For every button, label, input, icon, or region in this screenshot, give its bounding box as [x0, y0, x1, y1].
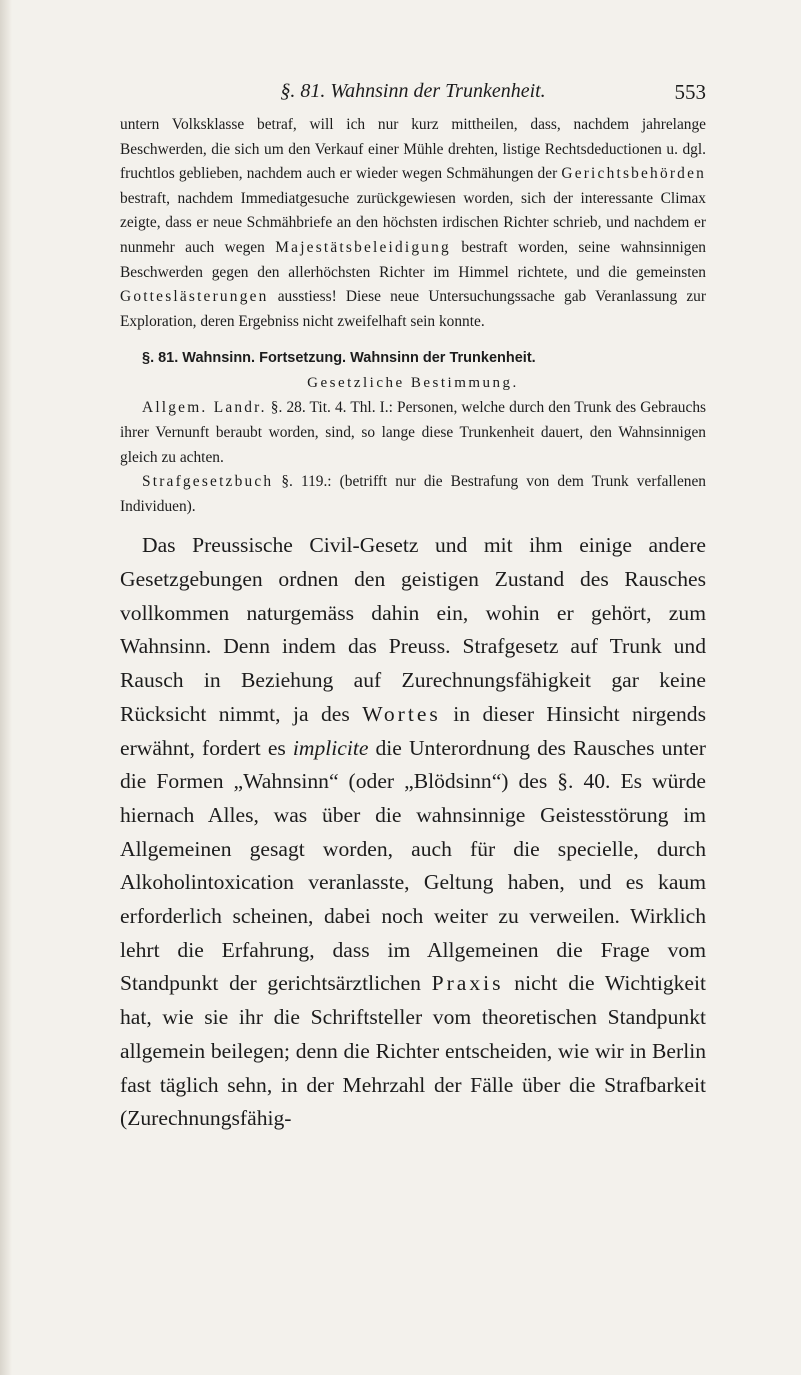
text-run: Das Preussische Civil-Gesetz und mit ihm einige andere Gesetzgebungen ordnen den geistigen Zustand des Rausches vollkommen naturgemäss dahin ein, wohin er gehört, zum Wahnsinn. Denn indem das Preuss. Strafgesetz auf Trunk und Rausch in Beziehung auf Zurechnungsfähigkeit gar keine Rücksicht nimmt, ja des: [120, 533, 706, 726]
law-citation-landrecht: [120, 396, 706, 470]
section-heading: §. 81. Wahnsinn. Fortsetzung. Wahnsinn der Trunkenheit.: [142, 350, 536, 367]
law-citations: [120, 396, 706, 519]
paragraph-continued: [120, 113, 706, 334]
text-run: bestraft, nachdem Immediatgesuche zurückgewiesen worden, sich der interessante Climax zeigte, dass er neue Schmähbriefe an den höchsten irdischen Richter schrieb, und nachdem er nunmehr auch wegen: [120, 189, 706, 256]
spaced-text-run: Majestätsbeleidigung: [275, 238, 451, 256]
page-number: 553: [674, 80, 706, 104]
spaced-text-run: Gerichtsbehörden: [561, 165, 706, 183]
spaced-text-run: Strafgesetzbuch: [142, 473, 274, 491]
running-head-title: §. 81. Wahnsinn der Trunkenheit.: [280, 80, 546, 102]
text-run: in dieser Hinsicht nirgends erwähnt, fordert es: [120, 701, 706, 760]
subheading: Gesetzliche Bestimmung.: [307, 375, 519, 392]
text-run: §. 28. Tit. 4. Thl. I.: Personen, welche durch den Trunk des Gebrauchs ihrer Vernunft beraubt worden, sind, so lange diese Trunkenheit dauert, den Wahnsinnigen gleich zu achten.: [120, 399, 707, 466]
text-run: ausstiess! Diese neue Untersuchungssache gab Veranlassung zur Exploration, deren Ergebniss nicht zweifelhaft sein konnte.: [120, 288, 706, 330]
running-head: [120, 80, 706, 110]
spaced-text-run: Gotteslästerungen: [120, 288, 269, 306]
text-run: nicht die Wichtigkeit hat, wie sie ihr die Schriftsteller vom theoretischen Standpunkt allgemein beilegen; denn die Richter entscheiden, wie wir in Berlin fast täglich sehn, in der Mehrzahl der Fälle über die Strafbarkeit (Zurechnungsfähig-: [120, 971, 706, 1131]
text-run: untern Volksklasse betraf, will ich nur kurz mittheilen, dass, nachdem jahrelange Beschwerden, die sich um den Verkauf einer Mühle drehten, listige Rechtsdeductionen u. dgl. fruchtlos geblieben, nachdem auch er wieder wegen Schmähungen der: [120, 116, 706, 183]
spaced-text-run: Praxis: [431, 971, 504, 996]
main-paragraph: [120, 529, 706, 1136]
spaced-text-run: Allgem. Landr.: [142, 399, 267, 417]
spaced-text-run: Wortes: [362, 701, 441, 726]
law-citation-strafgesetzbuch: [120, 470, 706, 519]
page-gutter-shadow: [0, 0, 12, 1375]
book-page: [120, 80, 706, 1136]
text-run: §. 119.: (betrifft nur die Bestrafung von dem Trunk verfallenen Individuen).: [120, 473, 706, 515]
italic-text-run: implicite: [292, 735, 369, 760]
text-run: bestraft worden, seine wahnsinnigen Beschwerden gegen den allerhöchsten Richter im Himmel richtete, und die gemeinsten: [120, 238, 706, 281]
text-run: die Unterordnung des Rausches unter die Formen „Wahnsinn“ (oder „Blödsinn“) des §. 40. Es würde hiernach Alles, was über die wahnsinnige Geistesstörung im Allgemeinen gesagt worden, auch für die specielle, durch Alkoholintoxication veranlasste, Geltung haben, und es kaum erforderlich scheinen, dabei noch weiter zu verweilen. Wirklich lehrt die Erfahrung, dass im Allgemeinen die Frage vom Standpunkt der gerichtsärztlichen: [120, 735, 706, 996]
